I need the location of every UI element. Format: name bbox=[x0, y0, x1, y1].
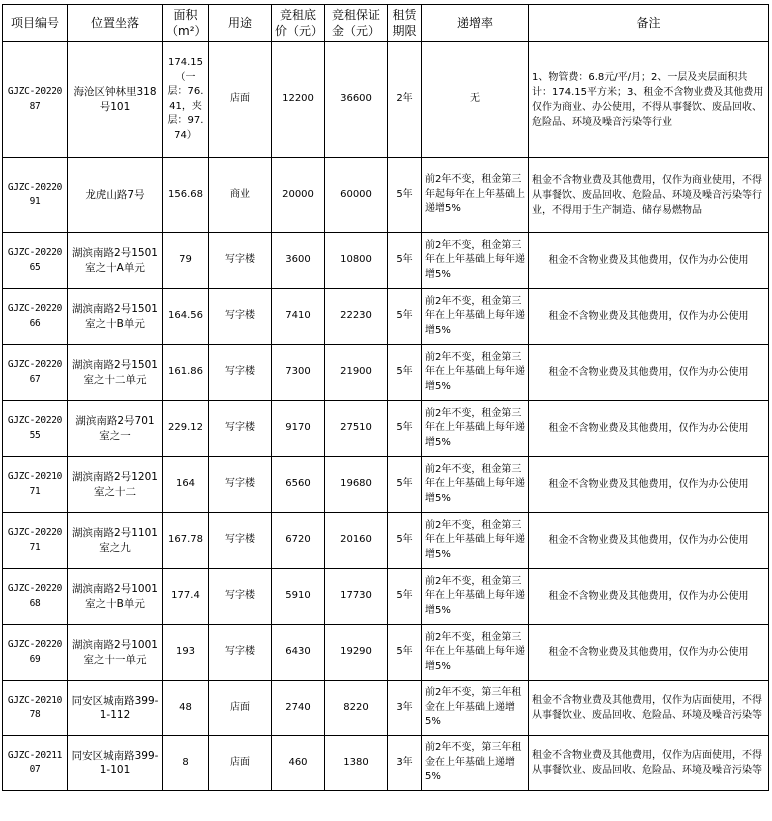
cell-note: 租金不含物业费及其他费用，仅作为店面使用，不得从事餐饮业、废品回收、危险品、环境及噪音污染等 bbox=[529, 736, 769, 791]
cell-deposit: 20160 bbox=[325, 513, 388, 569]
cell-increase: 前2年不变，租金第三年起每年在上年基础上递增5% bbox=[422, 158, 529, 233]
cell-code: GJZC-2022065 bbox=[3, 233, 68, 289]
rental-listing-table bbox=[2, 4, 769, 791]
cell-use: 写字楼 bbox=[209, 233, 272, 289]
cell-note: 租金不含物业费及其他费用，仅作为办公使用 bbox=[529, 457, 769, 513]
cell-increase: 前2年不变，租金第三年在上年基础上每年递增5% bbox=[422, 625, 529, 681]
cell-deposit: 21900 bbox=[325, 345, 388, 401]
cell-area: 229.12 bbox=[163, 401, 209, 457]
cell-deposit: 8220 bbox=[325, 681, 388, 736]
cell-deposit: 1380 bbox=[325, 736, 388, 791]
table-row bbox=[3, 681, 769, 736]
cell-area: 164.56 bbox=[163, 289, 209, 345]
cell-code: GJZC-2021078 bbox=[3, 681, 68, 736]
cell-increase: 前2年不变，第三年租金在上年基础上递增5% bbox=[422, 736, 529, 791]
cell-area: 79 bbox=[163, 233, 209, 289]
cell-deposit: 19290 bbox=[325, 625, 388, 681]
cell-increase: 前2年不变，租金第三年在上年基础上每年递增5% bbox=[422, 569, 529, 625]
cell-use: 写字楼 bbox=[209, 289, 272, 345]
header-base-rent: 竞租底价（元） bbox=[272, 5, 325, 42]
cell-note: 租金不含物业费及其他费用，仅作为办公使用 bbox=[529, 345, 769, 401]
table-row bbox=[3, 457, 769, 513]
cell-use: 店面 bbox=[209, 681, 272, 736]
table-row bbox=[3, 513, 769, 569]
header-term: 租赁期限 bbox=[388, 5, 422, 42]
cell-term: 5年 bbox=[388, 625, 422, 681]
cell-location: 湖滨南路2号1001室之十B单元 bbox=[68, 569, 163, 625]
cell-code: GJZC-2022067 bbox=[3, 345, 68, 401]
cell-base-rent: 3600 bbox=[272, 233, 325, 289]
cell-location: 湖滨南路2号1501室之十B单元 bbox=[68, 289, 163, 345]
cell-increase: 前2年不变，租金第三年在上年基础上每年递增5% bbox=[422, 513, 529, 569]
cell-deposit: 36600 bbox=[325, 42, 388, 158]
table-row bbox=[3, 736, 769, 791]
cell-location: 海沧区钟林里318号101 bbox=[68, 42, 163, 158]
cell-code: GJZC-2021107 bbox=[3, 736, 68, 791]
cell-base-rent: 20000 bbox=[272, 158, 325, 233]
cell-deposit: 10800 bbox=[325, 233, 388, 289]
cell-use: 写字楼 bbox=[209, 401, 272, 457]
cell-note: 租金不含物业费及其他费用，仅作为办公使用 bbox=[529, 513, 769, 569]
cell-increase: 前2年不变，租金第三年在上年基础上每年递增5% bbox=[422, 233, 529, 289]
cell-term: 5年 bbox=[388, 513, 422, 569]
cell-term: 5年 bbox=[388, 345, 422, 401]
cell-base-rent: 6560 bbox=[272, 457, 325, 513]
cell-area: 164 bbox=[163, 457, 209, 513]
table-row bbox=[3, 158, 769, 233]
cell-base-rent: 7410 bbox=[272, 289, 325, 345]
cell-use: 写字楼 bbox=[209, 625, 272, 681]
cell-use: 商业 bbox=[209, 158, 272, 233]
cell-area: 167.78 bbox=[163, 513, 209, 569]
table-row bbox=[3, 625, 769, 681]
table-row bbox=[3, 233, 769, 289]
cell-term: 5年 bbox=[388, 289, 422, 345]
cell-location: 同安区城南路399-1-112 bbox=[68, 681, 163, 736]
cell-note: 租金不含物业费及其他费用，仅作为办公使用 bbox=[529, 401, 769, 457]
cell-note: 1、物管费：6.8元/平/月；2、一层及夹层面积共计：174.15平方米；3、租金不含物业费及其他费用仅作为商业、办公使用，不得从事餐饮、废品回收、危险品、环境及噪音污染等行业 bbox=[529, 42, 769, 158]
cell-term: 5年 bbox=[388, 401, 422, 457]
cell-deposit: 22230 bbox=[325, 289, 388, 345]
cell-area: 156.68 bbox=[163, 158, 209, 233]
cell-deposit: 17730 bbox=[325, 569, 388, 625]
header-area: 面积（m²） bbox=[163, 5, 209, 42]
cell-term: 5年 bbox=[388, 457, 422, 513]
table-row bbox=[3, 401, 769, 457]
cell-base-rent: 7300 bbox=[272, 345, 325, 401]
cell-base-rent: 12200 bbox=[272, 42, 325, 158]
header-code: 项目编号 bbox=[3, 5, 68, 42]
cell-use: 写字楼 bbox=[209, 513, 272, 569]
cell-increase: 前2年不变，租金第三年在上年基础上每年递增5% bbox=[422, 345, 529, 401]
cell-location: 湖滨南路2号1501室之十A单元 bbox=[68, 233, 163, 289]
cell-location: 龙虎山路7号 bbox=[68, 158, 163, 233]
cell-term: 3年 bbox=[388, 736, 422, 791]
cell-increase: 前2年不变，第三年租金在上年基础上递增5% bbox=[422, 681, 529, 736]
cell-code: GJZC-2022087 bbox=[3, 42, 68, 158]
cell-note: 租金不含物业费及其他费用，仅作为办公使用 bbox=[529, 625, 769, 681]
header-increase: 递增率 bbox=[422, 5, 529, 42]
cell-use: 写字楼 bbox=[209, 457, 272, 513]
cell-location: 湖滨南路2号1501室之十二单元 bbox=[68, 345, 163, 401]
table-row bbox=[3, 345, 769, 401]
cell-base-rent: 6430 bbox=[272, 625, 325, 681]
cell-code: GJZC-2022068 bbox=[3, 569, 68, 625]
cell-increase: 前2年不变，租金第三年在上年基础上每年递增5% bbox=[422, 289, 529, 345]
cell-area: 48 bbox=[163, 681, 209, 736]
cell-code: GJZC-2022091 bbox=[3, 158, 68, 233]
cell-deposit: 19680 bbox=[325, 457, 388, 513]
cell-base-rent: 9170 bbox=[272, 401, 325, 457]
cell-use: 写字楼 bbox=[209, 345, 272, 401]
cell-area: 161.86 bbox=[163, 345, 209, 401]
cell-use: 店面 bbox=[209, 736, 272, 791]
cell-base-rent: 460 bbox=[272, 736, 325, 791]
cell-term: 3年 bbox=[388, 681, 422, 736]
cell-area: 177.4 bbox=[163, 569, 209, 625]
cell-note: 租金不含物业费及其他费用，仅作为办公使用 bbox=[529, 233, 769, 289]
cell-area: 193 bbox=[163, 625, 209, 681]
cell-term: 2年 bbox=[388, 42, 422, 158]
cell-deposit: 60000 bbox=[325, 158, 388, 233]
cell-note: 租金不含物业费及其他费用，仅作为商业使用，不得从事餐饮、废品回收、危险品、环境及噪音污染等行业，不得用于生产制造、储存易燃物品 bbox=[529, 158, 769, 233]
cell-term: 5年 bbox=[388, 233, 422, 289]
table-row bbox=[3, 42, 769, 158]
cell-location: 同安区城南路399-1-101 bbox=[68, 736, 163, 791]
cell-area: 174.15（一层：76.41，夹层：97.74） bbox=[163, 42, 209, 158]
cell-area: 8 bbox=[163, 736, 209, 791]
header-deposit: 竞租保证金（元） bbox=[325, 5, 388, 42]
cell-location: 湖滨南路2号1101室之九 bbox=[68, 513, 163, 569]
cell-location: 湖滨南路2号1001室之十一单元 bbox=[68, 625, 163, 681]
cell-code: GJZC-2022055 bbox=[3, 401, 68, 457]
cell-base-rent: 5910 bbox=[272, 569, 325, 625]
cell-location: 湖滨南路2号701室之一 bbox=[68, 401, 163, 457]
table-row bbox=[3, 569, 769, 625]
cell-term: 5年 bbox=[388, 158, 422, 233]
cell-increase: 无 bbox=[422, 42, 529, 158]
cell-code: GJZC-2022066 bbox=[3, 289, 68, 345]
header-use: 用途 bbox=[209, 5, 272, 42]
cell-deposit: 27510 bbox=[325, 401, 388, 457]
header-location: 位置坐落 bbox=[68, 5, 163, 42]
cell-note: 租金不含物业费及其他费用，仅作为办公使用 bbox=[529, 569, 769, 625]
cell-increase: 前2年不变，租金第三年在上年基础上每年递增5% bbox=[422, 457, 529, 513]
cell-note: 租金不含物业费及其他费用，仅作为店面使用，不得从事餐饮业、废品回收、危险品、环境及噪音污染等 bbox=[529, 681, 769, 736]
cell-note: 租金不含物业费及其他费用，仅作为办公使用 bbox=[529, 289, 769, 345]
cell-code: GJZC-2022071 bbox=[3, 513, 68, 569]
header-note: 备注 bbox=[529, 5, 769, 42]
cell-base-rent: 6720 bbox=[272, 513, 325, 569]
cell-code: GJZC-2022069 bbox=[3, 625, 68, 681]
table-row bbox=[3, 289, 769, 345]
cell-base-rent: 2740 bbox=[272, 681, 325, 736]
table-header-row bbox=[3, 5, 769, 42]
cell-term: 5年 bbox=[388, 569, 422, 625]
cell-code: GJZC-2021071 bbox=[3, 457, 68, 513]
cell-use: 写字楼 bbox=[209, 569, 272, 625]
cell-location: 湖滨南路2号1201室之十二 bbox=[68, 457, 163, 513]
cell-use: 店面 bbox=[209, 42, 272, 158]
cell-increase: 前2年不变，租金第三年在上年基础上每年递增5% bbox=[422, 401, 529, 457]
